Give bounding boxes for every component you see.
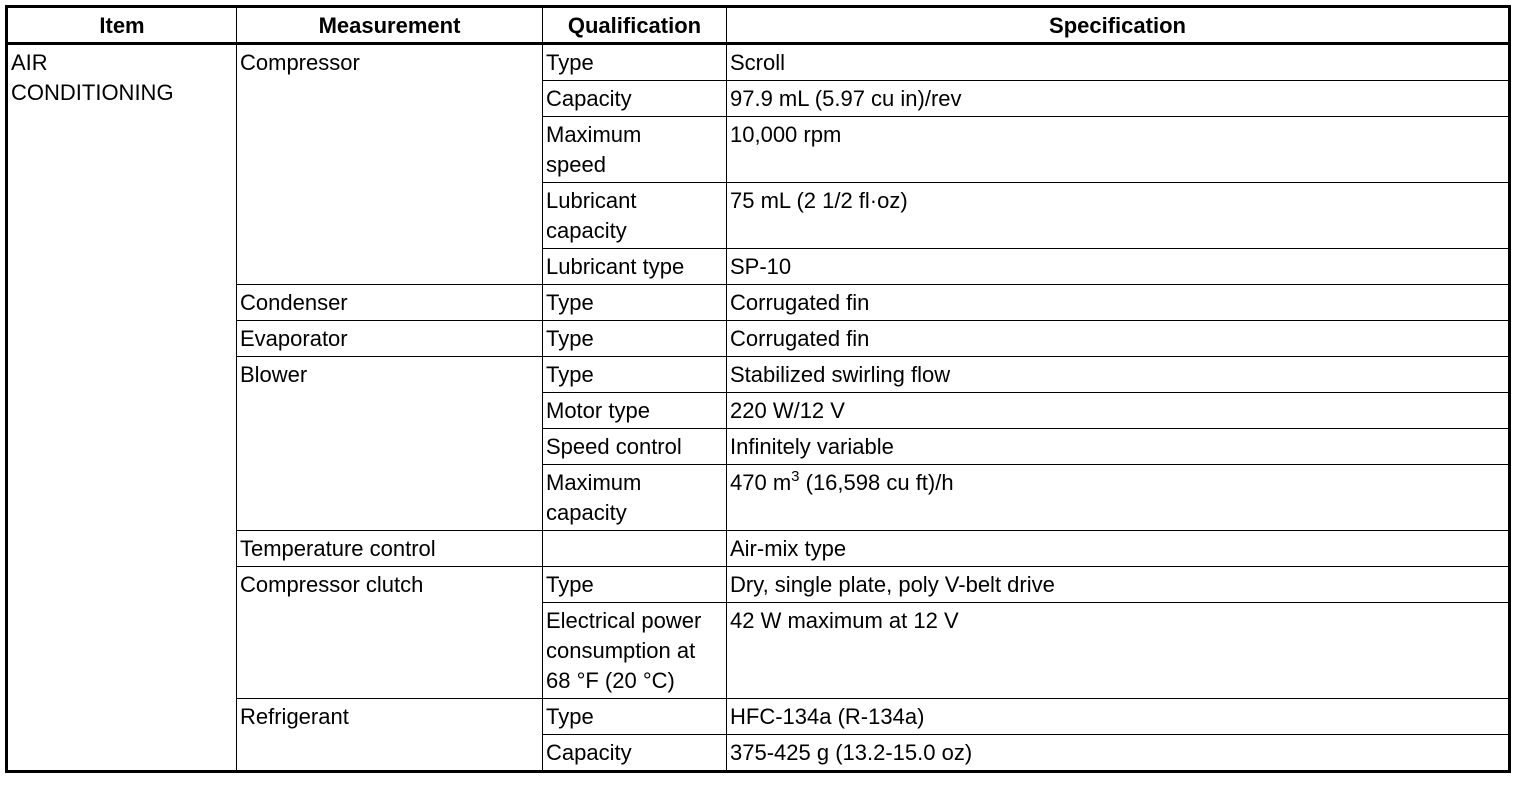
- qualification-cell: Motor type: [543, 393, 727, 429]
- qualification-cell: Type: [543, 699, 727, 735]
- qualification-cell: Lubricant capacity: [543, 183, 727, 249]
- qualification-cell: Capacity: [543, 81, 727, 117]
- qualification-cell: Maximum capacity: [543, 465, 727, 531]
- qualification-cell: Type: [543, 44, 727, 81]
- measurement-evaporator: Evaporator: [237, 321, 543, 357]
- specification-cell: 10,000 rpm: [727, 117, 1510, 183]
- maxcap-value-main: 470 m: [730, 470, 792, 495]
- specification-cell: 42 W maximum at 12 V: [727, 603, 1510, 699]
- qualification-cell: Capacity: [543, 735, 727, 772]
- specification-cell: SP-10: [727, 249, 1510, 285]
- specification-cell: 97.9 mL (5.97 cu in)/rev: [727, 81, 1510, 117]
- qualification-cell: Type: [543, 567, 727, 603]
- qualification-cell: Type: [543, 357, 727, 393]
- header-item: Item: [7, 7, 237, 44]
- measurement-condenser: Condenser: [237, 285, 543, 321]
- spec-table-wrapper: [5, 5, 1511, 773]
- specification-cell: Stabilized swirling flow: [727, 357, 1510, 393]
- qualification-cell: Type: [543, 285, 727, 321]
- qualification-cell: [543, 531, 727, 567]
- specification-cell: 220 W/12 V: [727, 393, 1510, 429]
- maxcap-value-exponent: 3: [791, 468, 800, 485]
- table-row: [7, 44, 1510, 81]
- qualification-cell: Maximum speed: [543, 117, 727, 183]
- qualification-cell: Type: [543, 321, 727, 357]
- measurement-refrigerant: Refrigerant: [237, 699, 543, 772]
- specification-cell: Corrugated fin: [727, 285, 1510, 321]
- header-measurement: Measurement: [237, 7, 543, 44]
- header-row: [7, 7, 1510, 44]
- header-qualification: Qualification: [543, 7, 727, 44]
- specification-cell: Scroll: [727, 44, 1510, 81]
- measurement-temperature-control: Temperature control: [237, 531, 543, 567]
- item-cell: AIR CONDITIONING: [7, 44, 237, 772]
- spec-table: [5, 5, 1511, 773]
- qualification-cell: Speed control: [543, 429, 727, 465]
- specification-cell: Corrugated fin: [727, 321, 1510, 357]
- qualification-cell: Electrical power consumption at 68 °F (20 °C): [543, 603, 727, 699]
- header-specification: Specification: [727, 7, 1510, 44]
- measurement-blower: Blower: [237, 357, 543, 531]
- specification-cell: [727, 465, 1510, 531]
- measurement-compressor: Compressor: [237, 44, 543, 285]
- specification-cell: 75 mL (2 1/2 fl·oz): [727, 183, 1510, 249]
- specification-cell: Infinitely variable: [727, 429, 1510, 465]
- qualification-cell: Lubricant type: [543, 249, 727, 285]
- specification-cell: Air-mix type: [727, 531, 1510, 567]
- maxcap-value-unit: (16,598 cu ft)/h: [799, 470, 954, 495]
- measurement-compressor-clutch: Compressor clutch: [237, 567, 543, 699]
- specification-cell: 375-425 g (13.2-15.0 oz): [727, 735, 1510, 772]
- specification-cell: Dry, single plate, poly V-belt drive: [727, 567, 1510, 603]
- specification-cell: HFC-134a (R-134a): [727, 699, 1510, 735]
